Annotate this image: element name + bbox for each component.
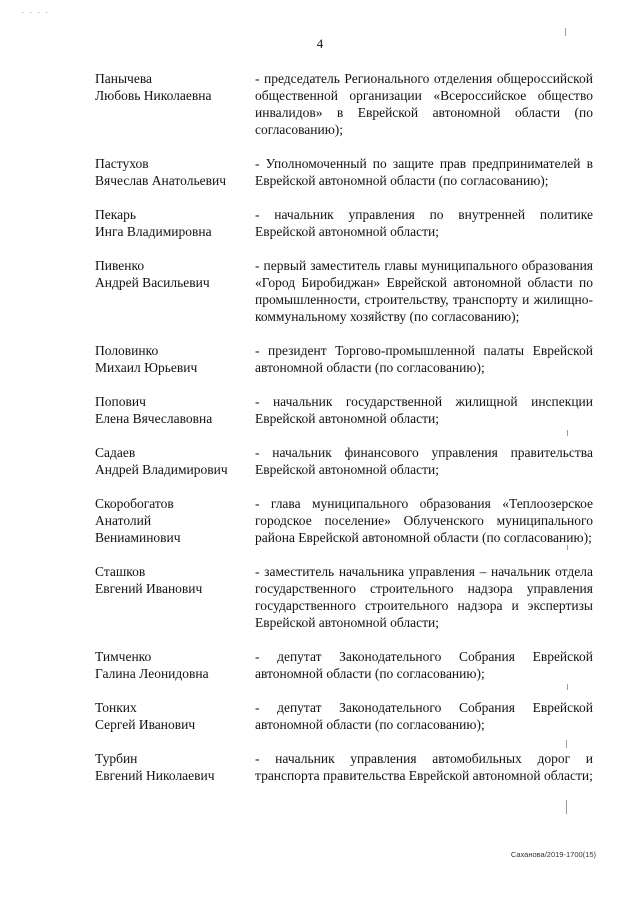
member-given-names: Михаил Юрьевич [95,360,198,375]
member-role: - депутат Законодательного Собрания Еврейской автономной области (по согласованию); [255,700,593,732]
member-given-names: Любовь Николаевна [95,88,212,103]
member-name [95,70,255,138]
member-given-names: Андрей Васильевич [95,275,210,290]
scan-mark [566,740,567,748]
member-name [95,155,255,189]
scan-mark [566,800,567,814]
member-given-names: Андрей Владимирович [95,462,228,477]
member-surname: Половинко [95,343,159,358]
member-surname: Пекарь [95,207,136,222]
member-row [95,648,595,682]
member-role: - первый заместитель главы муниципального образования «Город Биробиджан» Еврейской автономной области по промышленности, строительству, транспорту и жилищно-коммунальному хозяйству (по согласованию); [255,258,593,324]
member-role: - начальник государственной жилищной инспекции Еврейской автономной области; [255,394,593,426]
member-surname: Тонких [95,700,137,715]
member-name [95,393,255,427]
member-role: - заместитель начальника управления – начальник отдела государственного строительного надзора управления государственного строительного надзора и экспертизы Еврейской автономной области; [255,564,593,630]
member-surname: Панычева [95,71,153,86]
member-patronymic: Вениаминович [95,530,181,545]
member-surname: Сташков [95,564,146,579]
member-role: - президент Торгово-промышленной палаты Еврейской автономной области (по согласованию); [255,343,593,375]
page-number: 4 [316,36,324,51]
member-name [95,750,255,784]
member-role: - начальник управления по внутренней политике Еврейской автономной области; [255,207,593,239]
member-name [95,648,255,682]
member-surname: Пивенко [95,258,145,273]
member-name [95,206,255,240]
member-row [95,70,595,138]
member-row [95,444,595,478]
member-given-names: Анатолий [95,513,152,528]
member-surname: Пастухов [95,156,149,171]
member-given-names: Галина Леонидовна [95,666,209,681]
member-role: - депутат Законодательного Собрания Еврейской автономной области (по согласованию); [255,649,593,681]
scan-mark [567,430,568,436]
member-given-names: Вячеслав Анатольевич [95,173,226,188]
scan-mark [567,545,568,550]
member-given-names: Евгений Иванович [95,581,203,596]
member-name [95,257,255,325]
member-surname: Попович [95,394,146,409]
member-row [95,495,595,546]
member-surname: Садаев [95,445,136,460]
member-name [95,342,255,376]
member-list [95,70,595,801]
member-surname: Турбин [95,751,138,766]
member-name [95,699,255,733]
member-name [95,495,255,546]
member-surname: Скоробогатов [95,496,174,511]
document-code: Саханова/2019-1700(15) [510,850,596,859]
member-given-names: Инга Владимировна [95,224,212,239]
scan-mark [567,684,568,690]
member-given-names: Елена Вячеславовна [95,411,213,426]
member-row [95,257,595,325]
member-role: - председатель Регионального отделения общероссийской общественной организации «Всероссийское общество инвалидов» в Еврейской автономной области (по согласованию); [255,71,593,137]
member-name [95,444,255,478]
member-row [95,206,595,240]
member-row [95,342,595,376]
member-role: - Уполномоченный по защите прав предпринимателей в Еврейской автономной области (по согласованию); [255,156,593,188]
member-row [95,155,595,189]
member-role: - начальник финансового управления правительства Еврейской автономной области; [255,445,593,477]
member-role: - глава муниципального образования «Теплоозерское городское поселение» Облученского муниципального района Еврейской автономной области (по согласованию); [255,496,593,545]
member-name [95,563,255,631]
member-given-names: Сергей Иванович [95,717,196,732]
corner-mark: . . . . [22,8,50,15]
member-row [95,750,595,784]
member-row [95,563,595,631]
member-role: - начальник управления автомобильных дорог и транспорта правительства Еврейской автономной области; [255,751,593,783]
member-row [95,393,595,427]
member-row [95,699,595,733]
member-surname: Тимченко [95,649,152,664]
scan-mark [565,28,566,36]
member-given-names: Евгений Николаевич [95,768,215,783]
